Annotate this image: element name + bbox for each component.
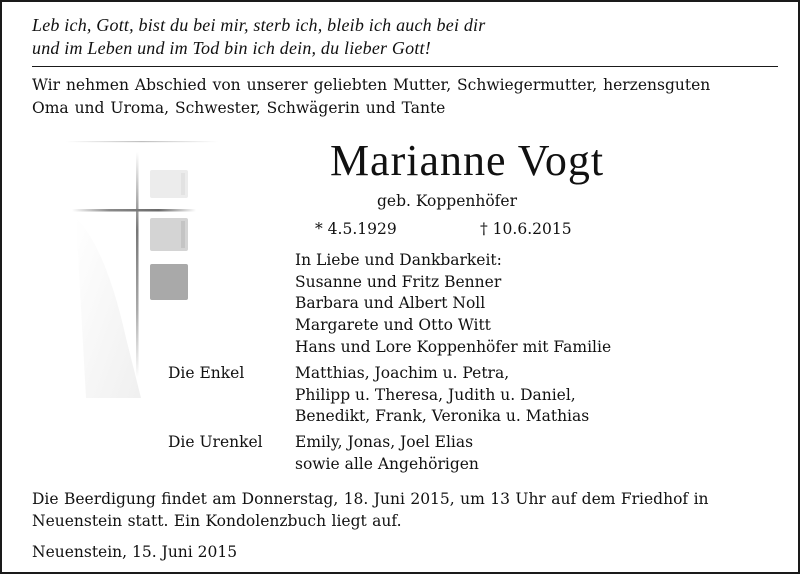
mourner-line: Hans und Lore Koppenhöfer mit Familie bbox=[295, 337, 612, 356]
mourners-list bbox=[295, 250, 611, 359]
funeral-line: Die Beerdigung findet am Donnerstag, 18. Juni 2015, um 13 Uhr auf dem Friedhof in bbox=[32, 490, 709, 508]
grandchildren-line: Philipp u. Theresa, Judith u. Daniel, bbox=[295, 385, 576, 404]
mourners-heading: In Liebe und Dankbarkeit: bbox=[295, 251, 502, 269]
cross-ornament-icon bbox=[66, 138, 226, 398]
birth-date: * 4.5.1929 bbox=[315, 220, 397, 238]
mourner-line: Margarete und Otto Witt bbox=[295, 316, 491, 335]
farewell-intro bbox=[32, 74, 784, 120]
funeral-info bbox=[32, 488, 792, 532]
bible-verse bbox=[32, 14, 778, 60]
verse-line: Leb ich, Gott, bist du bei mir, sterb ich, bleib ich auch bei dir bbox=[32, 15, 486, 35]
great-grandchildren-label: Die Urenkel bbox=[168, 433, 263, 451]
birth-name: geb. Koppenhöfer bbox=[377, 192, 517, 210]
grandchildren-line: Matthias, Joachim u. Petra, bbox=[295, 364, 510, 382]
divider bbox=[32, 66, 778, 67]
grandchildren-line: Benedikt, Frank, Veronika u. Mathias bbox=[295, 407, 590, 426]
grandchildren-label: Die Enkel bbox=[168, 364, 245, 382]
place-date: Neuenstein, 15. Juni 2015 bbox=[32, 543, 238, 561]
deceased-name: Marianne Vogt bbox=[329, 136, 605, 185]
intro-line: Wir nehmen Abschied von unserer geliebten Mutter, Schwiegermutter, herzensguten bbox=[32, 76, 711, 94]
grandchildren-list bbox=[295, 363, 589, 428]
mourner-line: Barbara und Albert Noll bbox=[295, 294, 486, 313]
verse-line: und im Leben und im Tod bin ich dein, du lieber Gott! bbox=[32, 38, 431, 58]
death-date: † 10.6.2015 bbox=[480, 220, 572, 238]
intro-line: Oma und Uroma, Schwester, Schwägerin und Tante bbox=[32, 99, 446, 117]
great-grandchildren-line: sowie alle Angehörigen bbox=[295, 454, 479, 473]
funeral-line: Neuenstein statt. Ein Kondolenzbuch liegt auf. bbox=[32, 512, 402, 530]
great-grandchildren-line: Emily, Jonas, Joel Elias bbox=[295, 433, 474, 451]
great-grandchildren-list bbox=[295, 432, 479, 475]
mourner-line: Susanne und Fritz Benner bbox=[295, 272, 502, 291]
